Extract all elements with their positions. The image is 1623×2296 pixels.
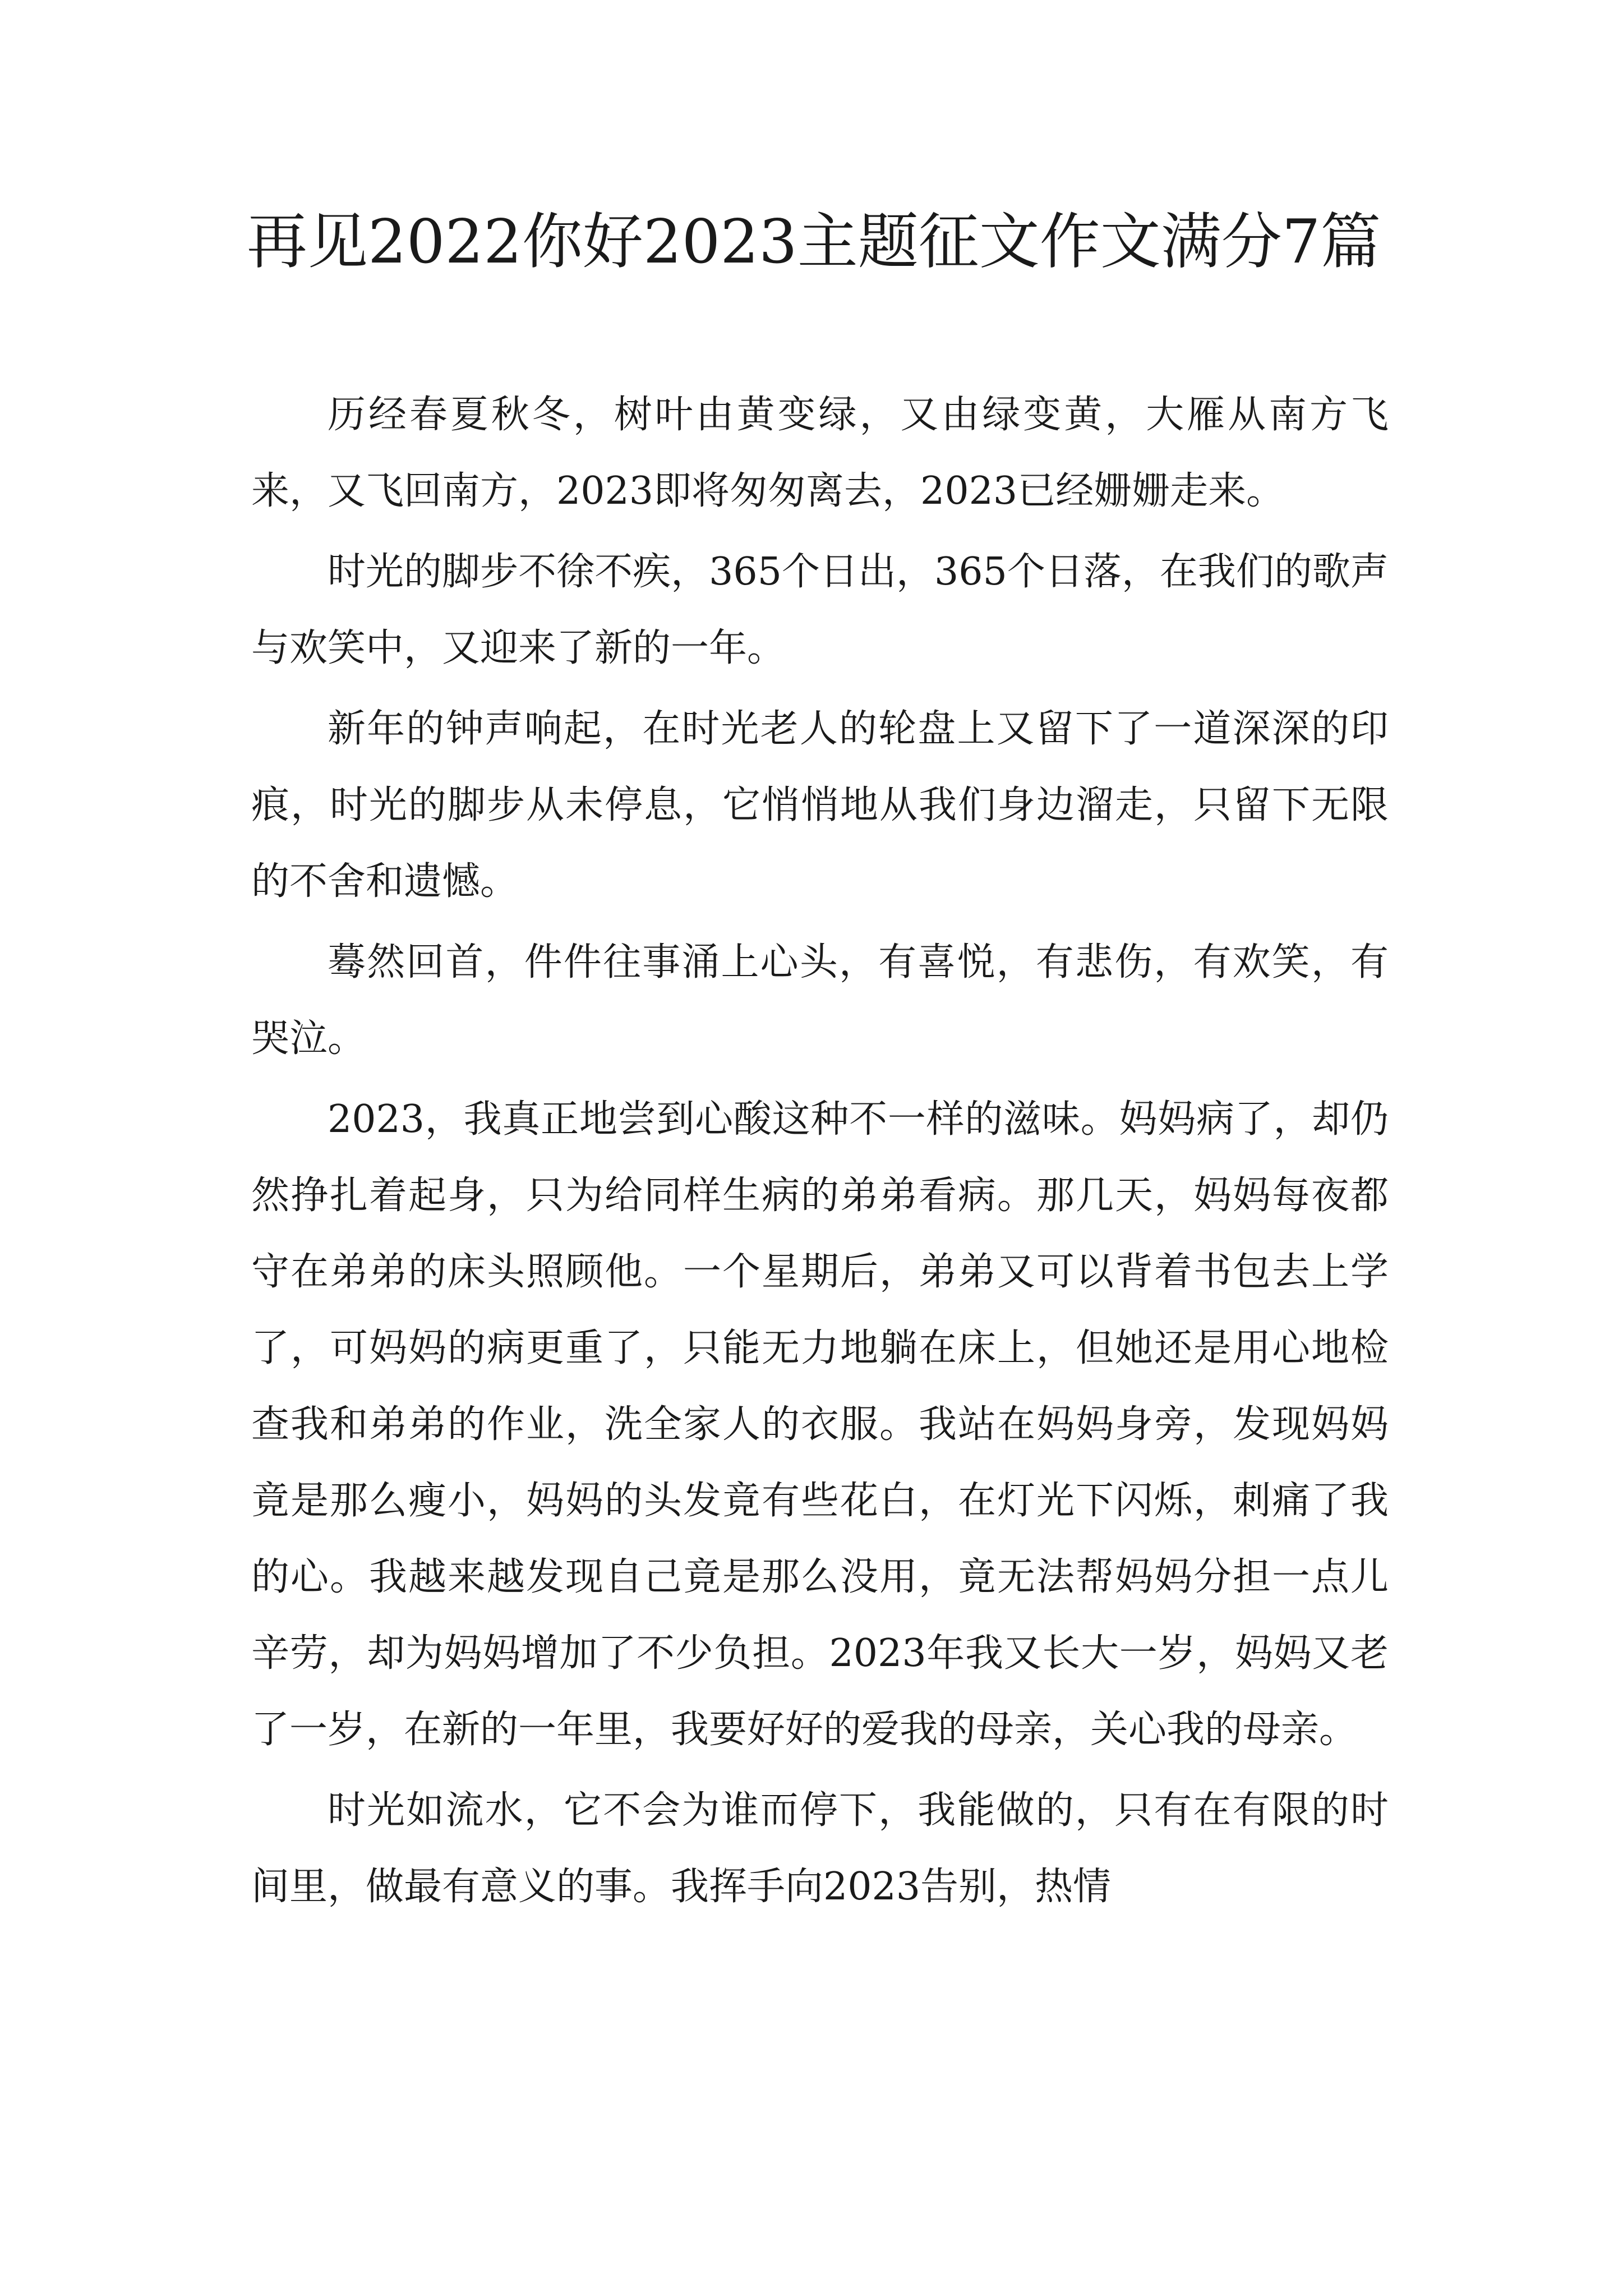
paragraph: 历经春夏秋冬，树叶由黄变绿，又由绿变黄，大雁从南方飞来，又飞回南方，2023即将匆匆离去，2023已经姗姗走来。: [251, 393, 1389, 513]
paragraph: 2023，我真正地尝到心酸这种不一样的滋味。妈妈病了，却仍然挣扎着起身，只为给同样生病的弟弟看病。那几天，妈妈每夜都守在弟弟的床头照顾他。一个星期后，弟弟又可以背着书包去上学了，可妈妈的病更重了，只能无力地躺在床上，但她还是用心地检查我和弟弟的作业，洗全家人的衣服。我站在妈妈身旁，发现妈妈竟是那么瘦小，妈妈的头发竟有些花白，在灯光下闪烁，刺痛了我的心。我越来越发现自己竟是那么没用，竟无法帮妈妈分担一点儿辛劳，却为妈妈增加了不少负担。2023年我又长大一岁，妈妈又老了一岁，在新的一年里，我要好好的爱我的母亲，关心我的母亲。: [251, 1097, 1389, 1752]
paragraph: 蓦然回首，件件往事涌上心头，有喜悦，有悲伤，有欢笑，有哭泣。: [251, 940, 1389, 1061]
document-body: [251, 377, 1389, 2284]
paragraph: 时光的脚步不徐不疾，365个日出，365个日落，在我们的歌声与欢笑中，又迎来了新的一年。: [251, 550, 1389, 670]
paragraph: 时光如流水，它不会为谁而停下，我能做的，只有在有限的时间里，做最有意义的事。我挥手向2023告别，热情: [251, 1788, 1389, 1909]
paragraph: 新年的钟声响起，在时光老人的轮盘上又留下了一道深深的印痕，时光的脚步从未停息，它悄悄地从我们身边溜走，只留下无限的不舍和遗憾。: [251, 707, 1389, 904]
document-title: 再见2022你好2023主题征文作文满分7篇: [247, 207, 1381, 277]
